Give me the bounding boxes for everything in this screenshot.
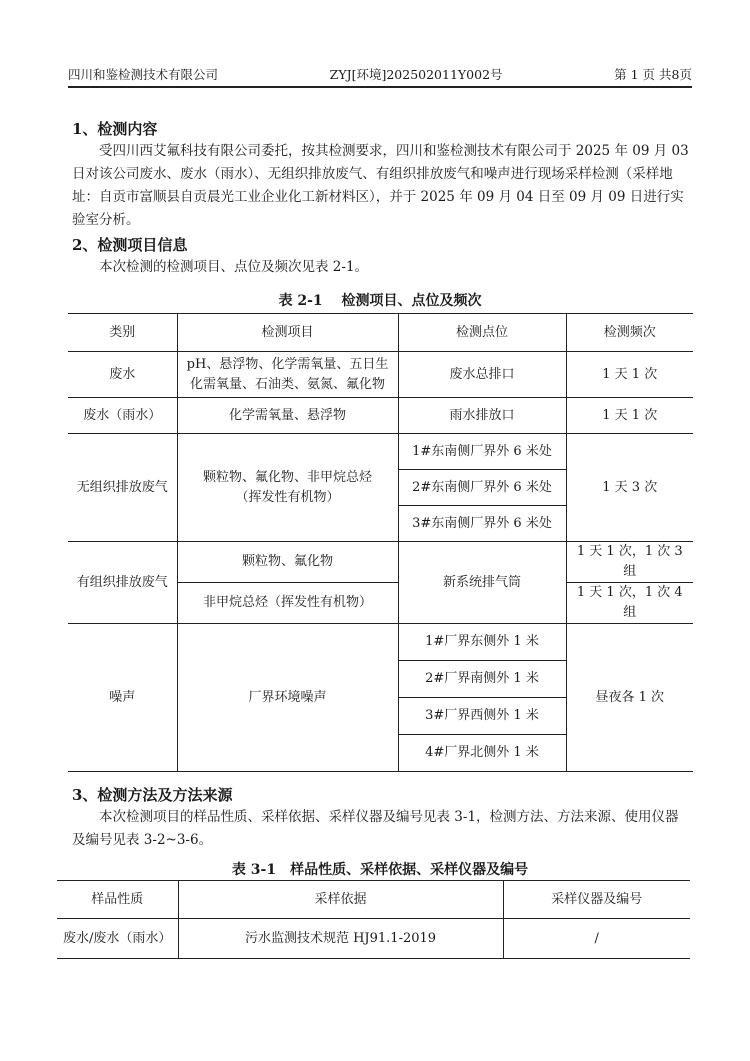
cell-point: 1#东南侧厂界外 6 米处 [398,434,566,470]
cell-category: 废水（雨水） [68,398,177,434]
section-2-text: 本次检测的检测项目、点位及频次见表 2-1。 [99,259,369,275]
cell-category: 有组织排放废气 [68,542,177,624]
cell-point: 废水总排口 [398,352,566,398]
cell-items: 厂界环境噪声 [177,624,398,772]
cell-instrument: / [503,919,690,959]
header-point: 检测点位 [398,314,566,352]
cell-category: 废水 [68,352,177,398]
cell-sample-type: 废水/废水（雨水） [57,919,178,959]
cell-category: 噪声 [68,624,177,772]
header-page-number: 第 1 页 共8页 [614,67,692,82]
cell-frequency: 昼夜各 1 次 [566,624,693,772]
cell-frequency: 1 天 1 次 [566,398,693,434]
cell-point: 新系统排气筒 [398,542,566,624]
cell-items: 颗粒物、氟化物、非甲烷总烃（挥发性有机物） [177,434,398,542]
cell-point: 1#厂界东侧外 1 米 [398,624,566,661]
table-header-row [57,881,690,919]
cell-category: 无组织排放废气 [68,434,177,542]
cell-frequency: 1 天 1 次，1 次 3 组 [566,542,693,583]
section-2-title: 2、检测项目信息 [72,236,188,254]
cell-sampling-basis: 污水监测技术规范 HJ91.1-2019 [178,919,503,959]
cell-items: 颗粒物、氟化物 [177,542,398,583]
header-instrument: 采样仪器及编号 [503,881,690,919]
cell-frequency: 1 天 3 次 [566,434,693,542]
cell-point: 4#厂界北侧外 1 米 [398,735,566,772]
section-3-body [72,806,692,852]
section-3-text: 本次检测项目的样品性质、采样依据、采样仪器及编号见表 3-1，检测方法、方法来源、使用仪器及编号见表 3-2~3-6。 [72,809,679,848]
table-row [68,434,693,470]
header-items: 检测项目 [177,314,398,352]
table-row [68,352,693,398]
table-row [68,624,693,661]
cell-point: 3#厂界西侧外 1 米 [398,698,566,735]
header-report-number: ZYJ[环境]202502011Y002号 [329,67,503,82]
header-sampling-basis: 采样依据 [178,881,503,919]
cell-frequency: 1 天 1 次 [566,352,693,398]
header-company: 四川和鉴检测技术有限公司 [68,67,219,82]
section-1-title: 1、检测内容 [72,120,158,138]
cell-items: pH、悬浮物、化学需氧量、五日生化需氧量、石油类、氨氮、氟化物 [177,352,398,398]
header-category: 类别 [68,314,177,352]
section-1-body [72,140,692,232]
section-1-text: 受四川西艾氟科技有限公司委托，按其检测要求，四川和鉴检测技术有限公司于 2025 年 09 月 03 日对该公司废水、废水（雨水）、无组织排放废气、有组织排放废气和噪声进行现场采样检测（采样地址：自贡市富顺县自贡晨光工业企业化工新材料区），并于 2025 年 09 月 04 日至 09 月 09 日进行实验室分析。 [72,143,689,228]
header-sample-type: 样品性质 [57,881,178,919]
cell-point: 2#厂界南侧外 1 米 [398,661,566,698]
table-row [68,398,693,434]
table-3-1-caption: 表 3-1 样品性质、采样依据、采样仪器及编号 [231,862,529,878]
table-row [68,542,693,583]
table-2-1-caption: 表 2-1 检测项目、点位及频次 [278,293,482,309]
cell-point: 雨水排放口 [398,398,566,434]
table-row [57,919,690,959]
section-2-body [72,256,692,279]
table-2-1 [68,313,693,772]
cell-items: 非甲烷总烃（挥发性有机物） [177,583,398,624]
cell-items: 化学需氧量、悬浮物 [177,398,398,434]
table-header-row [68,314,693,352]
cell-frequency: 1 天 1 次，1 次 4 组 [566,583,693,624]
section-3-title: 3、检测方法及方法来源 [72,786,233,804]
header-frequency: 检测频次 [566,314,693,352]
table-3-1 [57,880,690,959]
cell-point: 2#东南侧厂界外 6 米处 [398,470,566,506]
cell-point: 3#东南侧厂界外 6 米处 [398,506,566,542]
page-header [68,66,692,88]
